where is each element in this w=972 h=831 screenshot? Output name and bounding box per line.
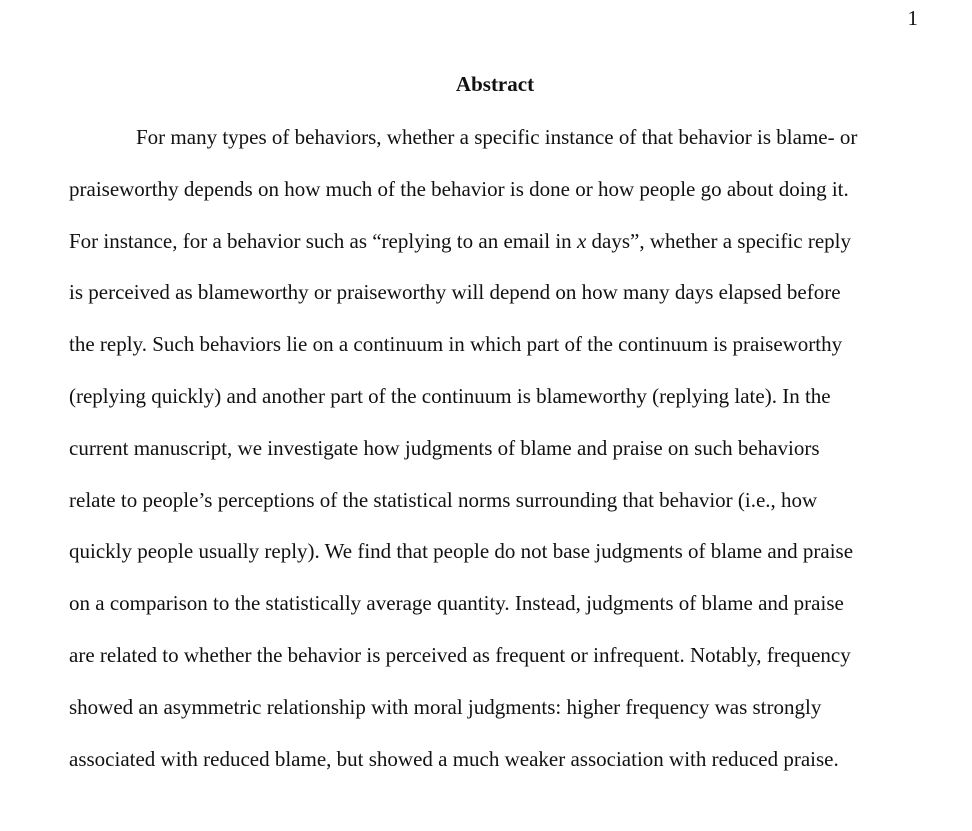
abstract-line: quickly people usually reply). We find that people do not base judgments of blame and praise: [69, 539, 854, 564]
abstract-line: are related to whether the behavior is perceived as frequent or infrequent. Notably, frequency: [69, 642, 851, 667]
page-number: 1: [907, 6, 918, 30]
abstract-line: current manuscript, we investigate how judgments of blame and praise on such behaviors: [69, 435, 820, 460]
abstract-heading: Abstract: [455, 72, 535, 96]
abstract-line: associated with reduced blame, but showed a much weaker association with reduced praise.: [69, 746, 839, 771]
abstract-line: showed an asymmetric relationship with moral judgments: higher frequency was strongly: [69, 694, 822, 719]
abstract-line: (replying quickly) and another part of the continuum is blameworthy (replying late). In the: [69, 383, 831, 408]
italic-variable: x: [576, 228, 587, 253]
abstract-line-text: For instance, for a behavior such as “replying to an email in: [69, 228, 577, 253]
abstract-line-text: days”, whether a specific reply: [586, 228, 851, 253]
abstract-line: is perceived as blameworthy or praiseworthy will depend on how many days elapsed before: [69, 280, 841, 305]
abstract-line: praiseworthy depends on how much of the behavior is done or how people go about doing it.: [69, 176, 849, 201]
abstract-line: For many types of behaviors, whether a specific instance of that behavior is blame- or: [136, 125, 858, 149]
abstract-line: the reply. Such behaviors lie on a continuum in which part of the continuum is praiseworthy: [69, 332, 843, 357]
abstract-line: relate to people’s perceptions of the statistical norms surrounding that behavior (i.e., how: [69, 487, 818, 512]
abstract-body: [69, 122, 929, 795]
abstract-line: on a comparison to the statistically average quantity. Instead, judgments of blame and praise: [69, 591, 844, 616]
abstract-line: [69, 226, 929, 278]
